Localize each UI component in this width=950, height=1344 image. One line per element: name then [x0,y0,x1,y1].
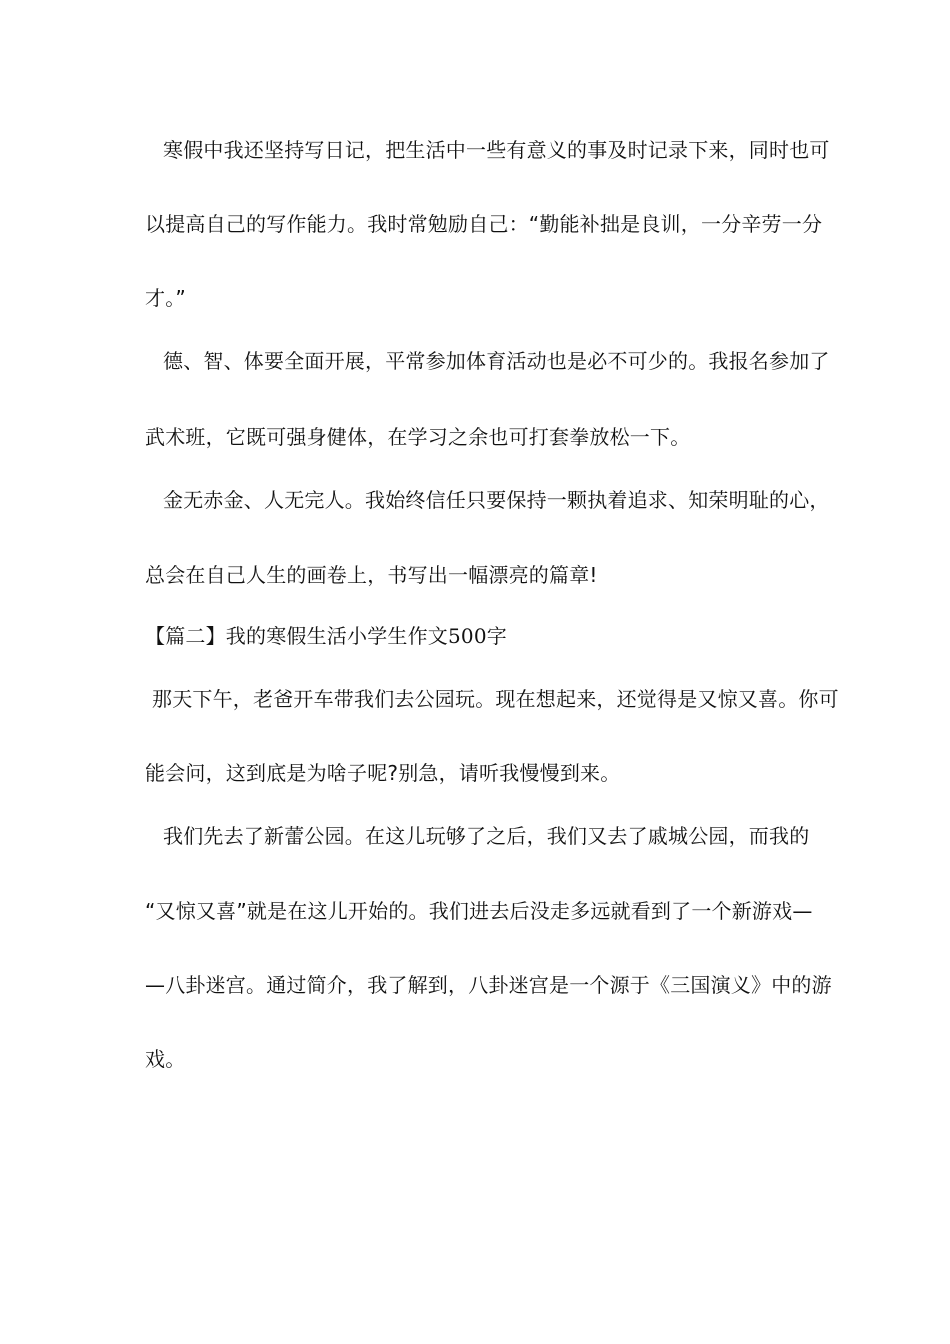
heading-suffix: 字 [486,624,507,648]
paragraph-1-line-3: 才。” [145,286,186,310]
section-heading [145,622,507,650]
paragraph-5-line-4: 戏。 [145,1047,186,1071]
paragraph-2-line-1: 德、智、体要全面开展，平常参加体育活动也是必不可少的。我报名参加了 [163,349,830,373]
paragraph-1-line-2: 以提高自己的写作能力。我时常勉励自己：“勤能补拙是良训，一分辛劳一分 [145,212,823,236]
paragraph-3-line-1: 金无赤金、人无完人。我始终信任只要保持一颗执着追求、知荣明耻的心， [163,488,830,512]
paragraph-5-line-3: —八卦迷宫。通过简介，我了解到，八卦迷宫是一个源于《三国演义》中的游 [145,973,832,997]
paragraph-3-line-2: 总会在自己人生的画卷上，书写出一幅漂亮的篇章! [145,563,598,587]
paragraph-5-line-2: “又惊又喜”就是在这儿开始的。我们进去后没走多远就看到了一个新游戏— [145,899,813,923]
paragraph-5-line-1: 我们先去了新蕾公园。在这儿玩够了之后，我们又去了戚城公园，而我的 [163,824,810,848]
paragraph-4-line-1: 那天下午，老爸开车带我们去公园玩。现在想起来，还觉得是又惊又喜。你可 [152,687,839,711]
paragraph-2-line-2: 武术班，它既可强身健体，在学习之余也可打套拳放松一下。 [145,425,691,449]
heading-number: 500 [448,624,487,648]
heading-prefix: 【篇二】我的寒假生活小学生作文 [145,624,448,648]
paragraph-4-line-2: 能会问，这到底是为啥子呢?别急，请听我慢慢到来。 [145,761,621,785]
paragraph-1-line-1: 寒假中我还坚持写日记，把生活中一些有意义的事及时记录下来，同时也可 [163,138,830,162]
